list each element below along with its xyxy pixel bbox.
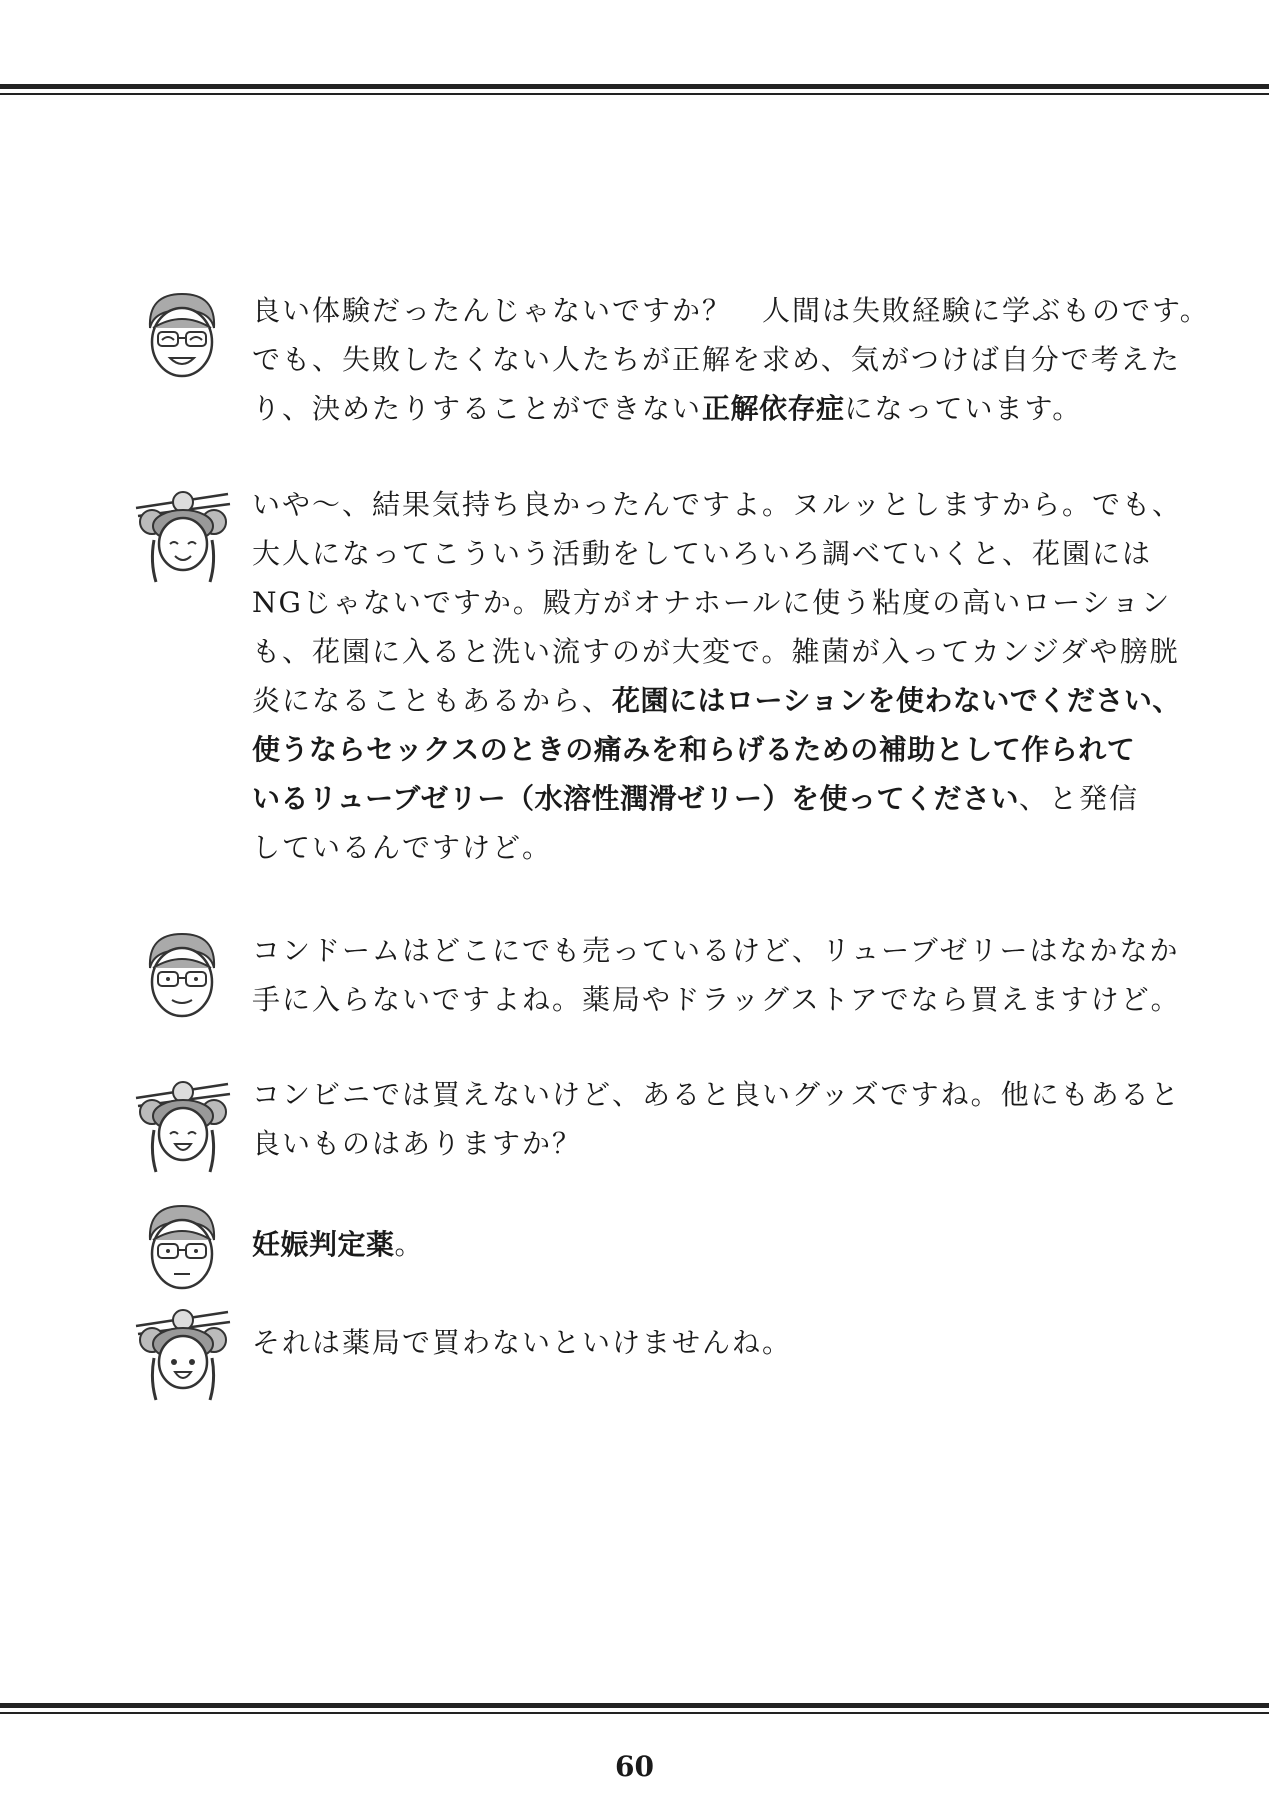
dialogue-line	[252, 1318, 1132, 1367]
body-text: 、と発信	[1018, 782, 1139, 815]
dialogue-line	[252, 1070, 1181, 1119]
dialogue-line	[252, 975, 1181, 1024]
dialogue-line	[252, 480, 1183, 529]
dialogue-line	[252, 578, 1172, 627]
guest-avatar-icon	[128, 482, 238, 590]
body-text: り、決めたりすることができない	[252, 392, 703, 425]
body-text: コンビニでは買えないけど、あると良いグッズですね。他にもあると	[252, 1078, 1181, 1111]
dialogue-block-expert	[252, 926, 1181, 1024]
expert-avatar-icon	[140, 288, 224, 388]
dialogue-line	[252, 1220, 1132, 1269]
dialogue-line	[252, 926, 1180, 975]
emphasized-text: いるリューブゼリー（水溶性潤滑ゼリー）を使ってください	[252, 782, 1019, 815]
body-text: 手に入らないですよね。薬局やドラッグストアでなら買えますけど。	[252, 983, 1181, 1016]
dialogue-block-guest	[252, 1070, 1181, 1168]
emphasized-text: 妊娠判定薬	[252, 1228, 395, 1261]
body-text: いや〜、結果気持ち良かったんですよ。ヌルッとしますから。でも、	[252, 488, 1183, 521]
dialogue-line	[252, 529, 1153, 578]
body-text: 良い体験だったんじゃないですか？ 人間は失敗経験に学ぶものです。	[252, 294, 1210, 327]
body-text: も、花園に入ると洗い流すのが大変で。雑菌が入ってカンジダや膀胱	[252, 635, 1180, 668]
guest-avatar-icon	[128, 1300, 238, 1408]
body-text: コンドームはどこにでも売っているけど、リューブゼリーはなかなか	[252, 934, 1180, 967]
dialogue-block-expert	[252, 286, 1210, 433]
emphasized-text: 花園にはローションを使わないでください、	[612, 684, 1181, 717]
dialogue-line	[252, 676, 1181, 725]
emphasized-text: 正解依存症	[702, 392, 845, 425]
body-text: NGじゃないですか。殿方がオナホールに使う粘度の高いローション	[252, 586, 1172, 619]
dialogue-line	[252, 774, 1139, 823]
guest-avatar-icon	[128, 1072, 238, 1180]
bottom-double-rule	[0, 1703, 1269, 1714]
body-text: になっています。	[844, 392, 1083, 425]
dialogue-line	[252, 384, 1132, 433]
dialogue-line	[252, 1119, 1132, 1168]
expert-avatar-icon	[140, 928, 224, 1028]
top-double-rule	[0, 84, 1269, 95]
body-text: それは薬局で買わないといけませんね。	[252, 1326, 793, 1359]
body-text: 良いものはありますか？	[252, 1127, 583, 1160]
body-text: でも、失敗したくない人たちが正解を求め、気がつけば自分で考えた	[252, 343, 1181, 376]
body-text: 炎になることもあるから、	[252, 684, 613, 717]
expert-avatar-icon	[140, 1200, 224, 1300]
dialogue-line	[252, 286, 1210, 335]
emphasized-text: 使うならセックスのときの痛みを和らげるための補助として作られて	[252, 733, 1136, 766]
dialogue-line	[252, 335, 1181, 384]
dialogue-line	[252, 823, 1132, 872]
body-text: 大人になってこういう活動をしていろいろ調べていくと、花園には	[252, 537, 1153, 570]
dialogue-block-guest	[252, 480, 1183, 872]
dialogue-line	[252, 725, 1136, 774]
dialogue-block-guest	[252, 1318, 1132, 1367]
dialogue-block-expert	[252, 1220, 1132, 1269]
body-text: 。	[394, 1228, 425, 1261]
body-text: しているんですけど。	[252, 831, 553, 864]
dialogue-line	[252, 627, 1180, 676]
page-number: 60	[615, 1750, 654, 1783]
